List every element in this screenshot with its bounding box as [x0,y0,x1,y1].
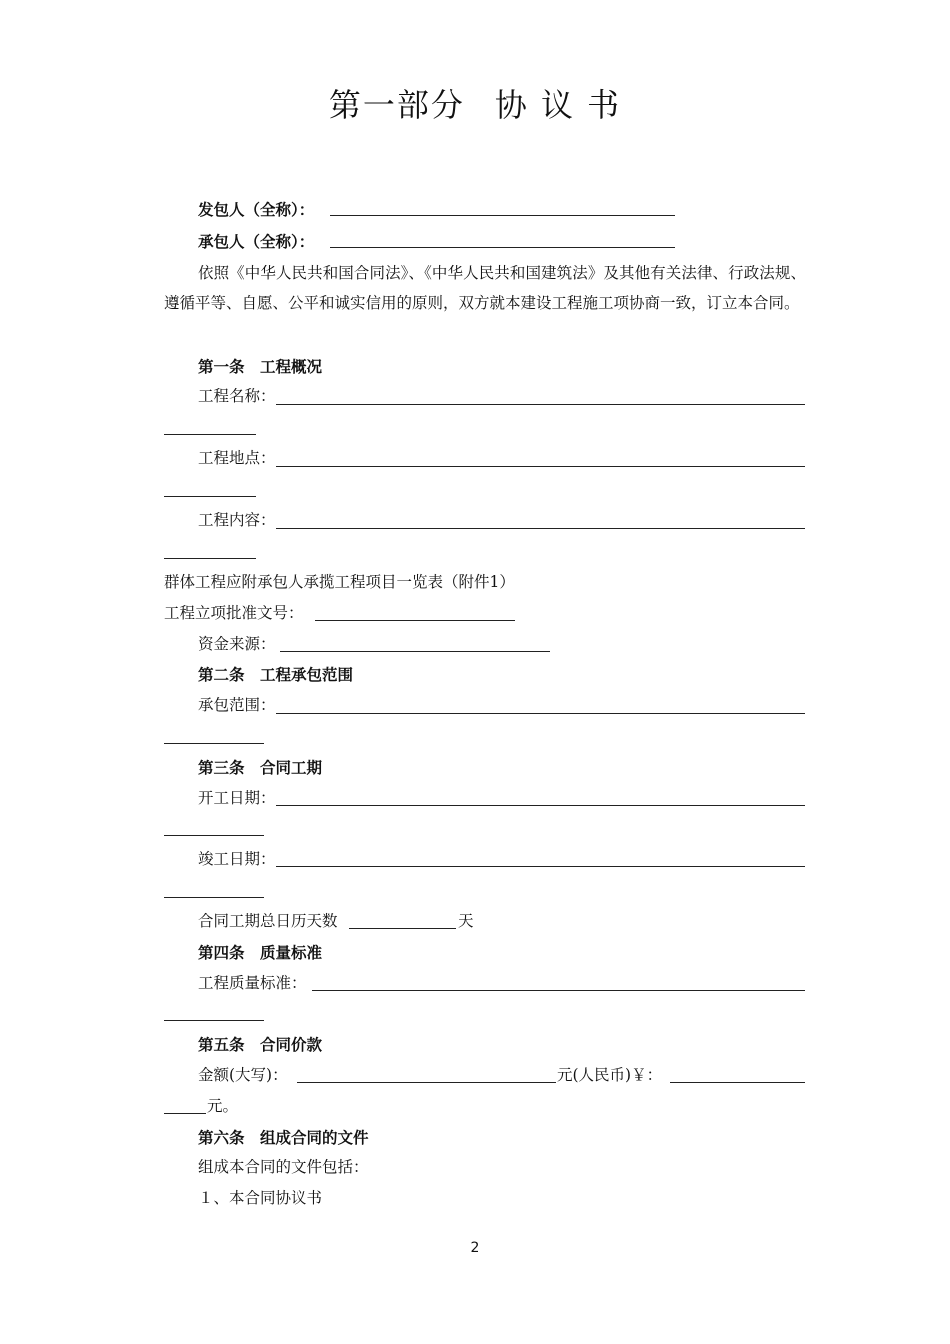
employer-label: 发包人（全称）： [198,201,315,219]
article3-heading: 第三条 合同工期 [198,759,323,777]
article6-heading: 第六条 组成合同的文件 [198,1129,369,1147]
project-location-field-cont[interactable] [164,496,256,497]
title-part: 第一部分 [328,86,465,124]
total-days-field[interactable] [349,928,456,929]
total-days-unit: 天 [458,912,474,930]
project-content-field-cont[interactable] [164,558,256,559]
project-location-field[interactable] [276,466,805,467]
amount-words-field[interactable] [297,1082,556,1083]
scope-field[interactable] [276,713,805,714]
end-date-label: 竣工日期： [198,850,276,868]
contractor-label: 承包人（全称）： [198,233,315,251]
amount-rmb-field[interactable] [670,1082,805,1083]
start-date-field[interactable] [276,805,805,806]
funding-source-label: 资金来源： [198,635,276,653]
project-name-field-cont[interactable] [164,434,256,435]
quality-label: 工程质量标准： [198,974,307,992]
end-date-field[interactable] [276,866,805,867]
end-date-field-cont[interactable] [164,897,264,898]
approval-number-field[interactable] [315,620,515,621]
scope-label: 承包范围： [198,696,276,714]
page-number: 2 [470,1240,480,1256]
article4-heading: 第四条 质量标准 [198,944,323,962]
employer-field[interactable] [330,215,675,216]
amount-rmb-field-cont[interactable] [164,1113,206,1114]
project-name-label: 工程名称： [198,387,276,405]
start-date-label: 开工日期： [198,789,276,807]
document-item-1: １、本合同协议书 [198,1189,323,1207]
approval-number-label: 工程立项批准文号： [164,604,304,622]
article2-heading: 第二条 工程承包范围 [198,666,354,684]
article1-heading: 第一条 工程概况 [198,358,323,376]
preamble: 依照《中华人民共和国合同法》、《中华人民共和国建筑法》及其他有关法律、行政法规、遵循平等、自愿、公平和诚实信用的原则，双方就本建设工程施工项协商一致，订立本合同。 [164,264,806,312]
documents-intro: 组成本合同的文件包括： [198,1158,369,1176]
project-name-field[interactable] [276,404,805,405]
total-days-label: 合同工期总日历天数 [198,912,338,930]
amount-rmb-label: 元(人民币)￥： [557,1066,663,1084]
scope-field-cont[interactable] [164,743,264,744]
amount-words-label: 金额(大写)： [198,1066,288,1084]
project-content-field[interactable] [276,528,805,529]
page-title [0,80,950,126]
funding-source-field[interactable] [280,651,550,652]
project-location-label: 工程地点： [198,449,276,467]
quality-field-cont[interactable] [164,1020,264,1021]
contractor-field[interactable] [330,247,675,248]
quality-field[interactable] [312,990,805,991]
start-date-field-cont[interactable] [164,835,264,836]
article5-heading: 第五条 合同价款 [198,1036,323,1054]
title-name: 协 议 书 [494,86,622,124]
amount-yuan-end: 元。 [207,1097,239,1115]
project-content-label: 工程内容： [198,511,276,529]
group-project-note: 群体工程应附承包人承揽工程项目一览表（附件1） [164,573,515,591]
